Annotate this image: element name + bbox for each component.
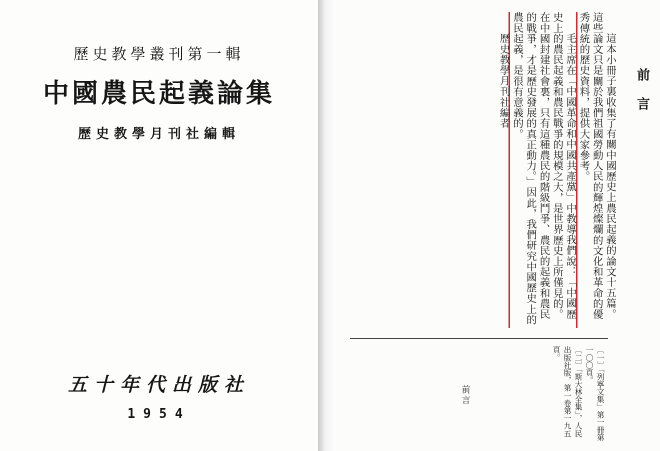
book-gutter xyxy=(318,0,336,451)
editor-line: 歷史教學月刊社編輯 xyxy=(77,127,240,142)
footnote-divider xyxy=(350,338,608,339)
preface-body xyxy=(348,12,616,328)
footnote: 〔一〕「列寧文集」第一冊第一〇〇頁。 xyxy=(585,346,605,441)
footnote: 〔二〕「斯大林全集」，人民出版社版，第一卷第一九五頁。 xyxy=(552,346,583,438)
series-line: 歷史教學叢刊第一輯 xyxy=(73,45,245,63)
title-page xyxy=(0,0,318,451)
preface-paragraph-highlighted: 毛主席在「中國革命和中國共產黨」中教導我們說：「中國歷史上的農民起義和農民戰爭的規模之大，是世界歷史上所僅見的。在中國封建社會裏，只有這種農民的階級鬥爭、農民的起義和農民的戰爭，才是歷史發展的真正動力。」因此，我們研究中國歷史上的農民起義，是很有意義的。 xyxy=(510,12,576,328)
preface-paragraph: 這本小冊子裏收集了有關中國歷史上農民起義的論文十五篇。這些論文只是關於我們祖國勞動人民的輝煌燦爛的文化和革命的優秀傳統的歷史資料，提供大家參考。 xyxy=(577,12,616,320)
preface-paragraph: 歷史教學月刊社編者 xyxy=(497,32,510,129)
preface-heading: 前言 xyxy=(634,68,649,126)
publisher-name: 五十年代出版社 xyxy=(67,374,250,396)
book-title: 中國農民起義論集 xyxy=(42,79,275,109)
preface-page xyxy=(336,0,660,451)
footnotes xyxy=(514,346,606,442)
preface-end-label: 前言 xyxy=(460,385,470,406)
publication-year: 1954 xyxy=(127,407,191,422)
